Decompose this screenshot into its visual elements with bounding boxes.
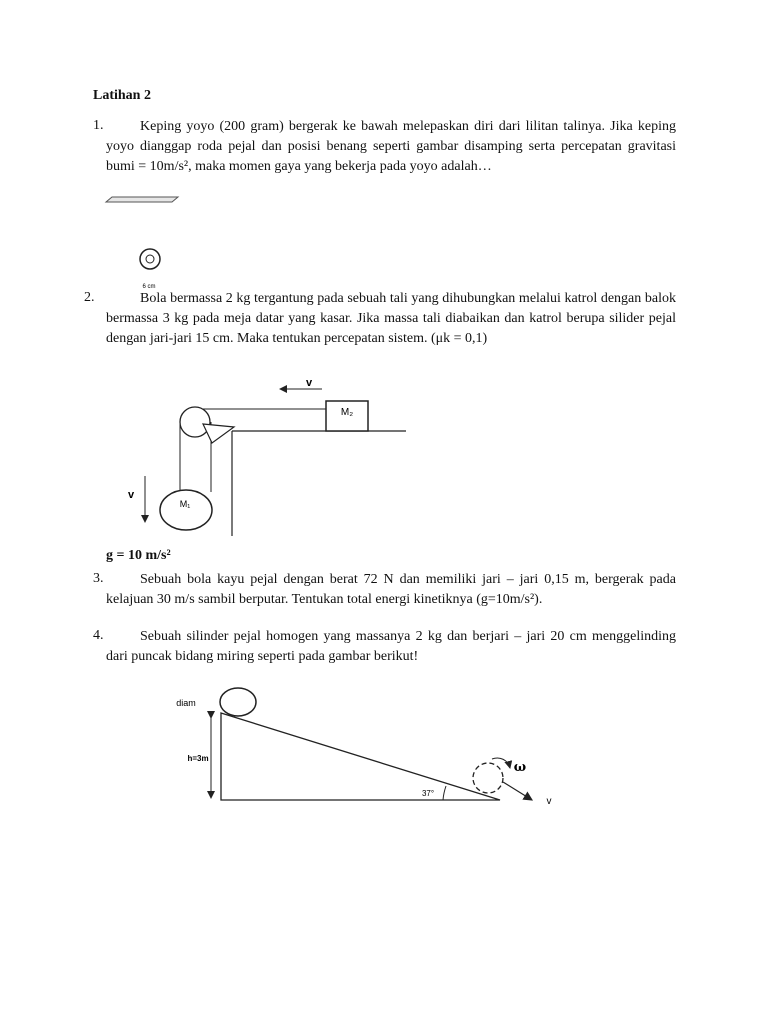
cylinder-top: [220, 688, 256, 716]
velocity-label-horizontal: v: [305, 377, 313, 389]
q2-number: 2.: [84, 290, 95, 305]
yoyo-size-label: 6 cm: [142, 284, 156, 290]
q3-number: 3.: [93, 571, 104, 586]
incline-figure: [176, 688, 551, 807]
pulley-bracket: [203, 424, 234, 443]
ceiling-plate: [106, 197, 178, 202]
incline-triangle: [221, 713, 500, 800]
yoyo-figure: [106, 197, 178, 290]
ball-m1: [160, 490, 212, 530]
rotation-arrow: [492, 758, 510, 768]
gravity-label: g = 10 m/s²: [106, 548, 171, 563]
velocity-arrow-incline: [503, 782, 532, 800]
ball-m1-label: M₁: [179, 499, 191, 509]
q2-text: Bola bermassa 2 kg tergantung pada sebuah tali yang dihubungkan melalui katrol dengan balok bermassa 3 kg pada meja datar yang kasar. Jika massa tali diabaikan dan katrol berupa silider pejal dengan jari-jari 15 cm. Maka tentukan percepatan sistem. (μk = 0,1): [106, 291, 676, 346]
height-label: h=3m: [187, 754, 209, 763]
page-title: Latihan 2: [93, 88, 151, 103]
rest-label: diam: [176, 698, 196, 708]
velocity-label-incline: v: [546, 796, 552, 807]
omega-label: ω: [513, 760, 527, 775]
cylinder-bottom: [473, 763, 503, 793]
pulley-wheel: [180, 407, 210, 437]
block-m2-label: M₂: [340, 407, 354, 418]
velocity-label-vertical: v: [127, 489, 135, 501]
yoyo-axle: [146, 255, 154, 263]
q1-number: 1.: [93, 118, 104, 133]
q4-text: Sebuah silinder pejal homogen yang massanya 2 kg dan berjari – jari 20 cm menggelinding dari puncak bidang miring seperti pada gambar berikut!: [106, 629, 676, 664]
q3-text: Sebuah bola kayu pejal dengan berat 72 N dan memiliki jari – jari 0,15 m, bergerak pada kelajuan 30 m/s sambil berputar. Tentukan total energi kinetiknya (g=10m/s²).: [106, 572, 676, 607]
yoyo-disk: [140, 249, 160, 269]
angle-label: 37°: [421, 789, 435, 798]
q1-text: Keping yoyo (200 gram) bergerak ke bawah melepaskan diri dari lilitan talinya. Jika keping yoyo dianggap roda pejal dan posisi benang seperti gambar disamping serta percepatan gravitasi bumi = 10m/s², maka momen gaya yang bekerja pada yoyo adalah…: [106, 119, 676, 174]
angle-arc: [443, 786, 446, 800]
q4-number: 4.: [93, 628, 104, 643]
pulley-figure: [128, 377, 406, 536]
